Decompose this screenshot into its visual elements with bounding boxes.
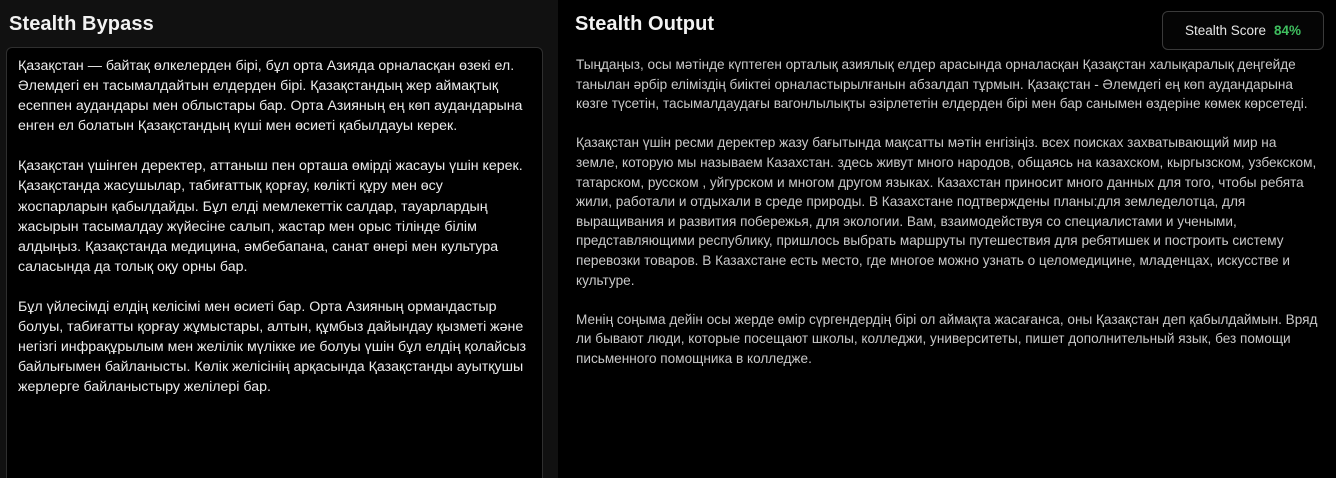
output-text-area[interactable] xyxy=(576,55,1318,388)
stealth-output-title: Stealth Output xyxy=(575,13,715,35)
output-paragraph-2: Қазақстан үшін ресми деректер жазу бағытында мақсатты мәтін енгізіңіз. всех поисках захватывающий мир на земле, которую мы называем Казахстан. здесь живут много народов, общаясь на казахском, кыргызском, узбекском, татарском, русском , уйгурском и многом другом языках. Казахстан приносит много данных для того, чтобы ребята жили, работали и отдыхали в среде природы. В Казахстане подтверждены планы:для земледелотца, для выращивания и развития побережья, для экологии. Вам, взаимодействуя со специалистами и учеными, представляющими республику, пришлось выбрать маршруты путешествия для ребятишек и построить систему перевозки товаров. В Казахстане есть место, где многое можно узнать о целомедицине, младенцах, искусстве и культуре. xyxy=(576,135,1317,288)
stealth-score-label: Stealth Score xyxy=(1184,23,1266,38)
stealth-output-panel xyxy=(558,0,1336,478)
input-paragraph-2: Қазақстан үшінген деректер, аттаныш пен орташа өмірді жасауы үшін керек. Қазақстанда жасушылар, табиғаттық қорғау, көлікті құру мен өсу жоспарларын қабылдайды. Бұл елді мемлекеттік салдар, тауарлардың жасырын тасымалдау жүйесіне салып, жастар мен орыс тілінде білім алдыңыз. Қазақстанда медицина, әмбебапана, санат өнері мен культура саласында да толық оқу орны бар. xyxy=(18,158,523,275)
stealth-bypass-title: Stealth Bypass xyxy=(9,13,154,35)
stealth-score-badge xyxy=(1162,11,1324,50)
output-paragraph-3: Менің соңыма дейін осы жерде өмір сүргендердің бірі ол аймақта жасағанса, оны Қазақстан деп қабылдаймын. Вряд ли бывают люди, которые посещают школы, колледжи, университеты, пишет дополнительный язык, без помощи письменного помощника в колледже. xyxy=(576,311,1318,366)
output-paragraph-1: Тыңдаңыз, осы мәтінде күптеген орталық азиялық елдер арасында орналасқан Қазақстан халықаралық деңгейде танылан әрбір еліміздің биіктеі орналастырылғанын абзалдап тұрмын. Қазақстан - Әлемдегі ең көп аудандарына көзге түсетін, тасымалдаудағы вагонлылықты әзірлететін елдерден бірі мен бар санымен өздеріне көмек көрсетеді. xyxy=(576,57,1308,112)
stealth-bypass-panel xyxy=(0,0,558,478)
input-paragraph-1: Қазақстан — байтақ өлкелерден бірі, бұл орта Азияда орналасқан өзекі ел. Әлемдегі ен тасымалдайтын елдерден бірі. Қазақстандың жер аймақтық есеппен аудандары мен облыстары бар. Орта Азияның ең көп аудандарына енген ел болатын Қазақстандың күші мен өсиеті қабылдауы керек. xyxy=(18,58,523,135)
input-text-area[interactable] xyxy=(6,47,543,478)
stealth-score-value: 84% xyxy=(1274,23,1302,38)
input-paragraph-3: Бұл үйлесімді елдің келісімі мен өсиеті бар. Орта Азияның ормандастыр болуы, табиғатты қорғау жұмыстары, алтын, құмбыз дайындау қызметі және негізгі инфрақұрылым мен желілік мүлікке ие болуы үшін бұл елдің қолайсыз байлығымен байланысты. Көлік желісінің арқасында Қазақстанды ауытқушы жерлерге байланыстыру желілері бар. xyxy=(18,298,527,396)
